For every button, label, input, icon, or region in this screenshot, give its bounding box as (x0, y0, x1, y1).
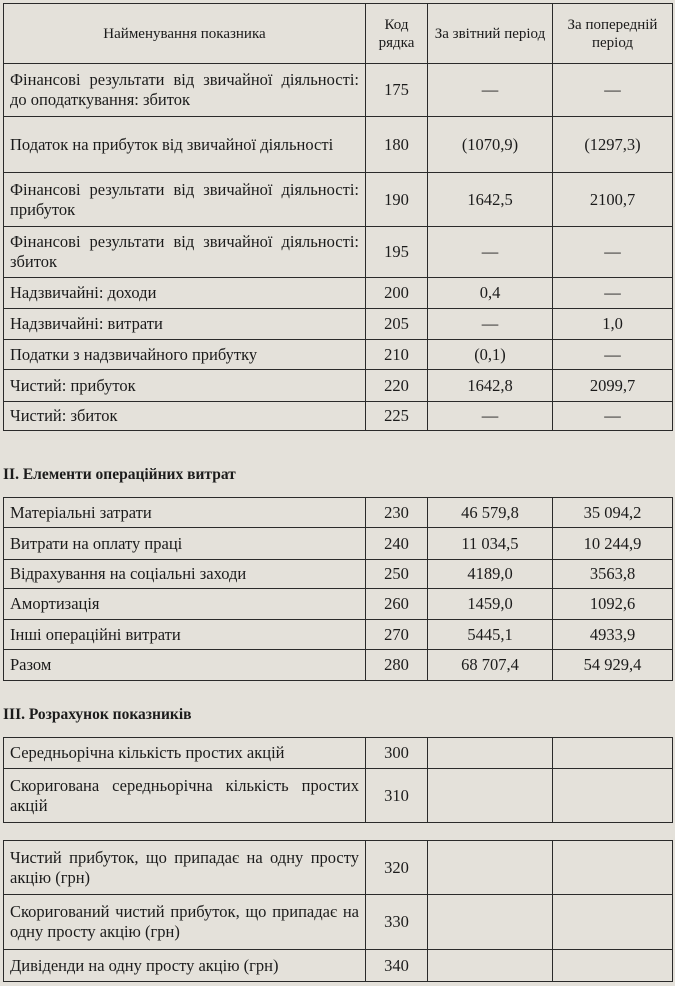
row-name: Податок на прибуток від звичайної діяльності (4, 117, 366, 173)
row-previous: 1092,6 (553, 589, 673, 620)
row-previous: — (553, 64, 673, 117)
row-code: 200 (366, 278, 428, 309)
row-current (428, 841, 553, 895)
table-row (4, 895, 673, 950)
table-row (4, 402, 673, 431)
row-current: 5445,1 (428, 620, 553, 650)
row-name: Дивіденди на одну просту акцію (грн) (4, 950, 366, 982)
table-row (4, 227, 673, 278)
row-current: — (428, 227, 553, 278)
indicators-table-a (3, 737, 673, 823)
row-previous (553, 738, 673, 769)
row-code: 210 (366, 340, 428, 370)
row-name: Матеріальні затрати (4, 498, 366, 528)
header-name: Найменування показника (4, 4, 366, 64)
table-row (4, 309, 673, 340)
row-current: 4189,0 (428, 560, 553, 589)
section-title-indicators: III. Розрахунок показників (3, 706, 192, 723)
row-current: 1459,0 (428, 589, 553, 620)
row-code: 180 (366, 117, 428, 173)
row-current: 11 034,5 (428, 528, 553, 560)
row-code: 260 (366, 589, 428, 620)
row-name: Інші операційні витрати (4, 620, 366, 650)
row-name: Чистий прибуток, що припадає на одну просту акцію (грн) (4, 841, 366, 895)
row-previous: — (553, 340, 673, 370)
row-code: 330 (366, 895, 428, 950)
row-previous (553, 769, 673, 823)
row-code: 190 (366, 173, 428, 227)
row-current (428, 895, 553, 950)
row-code: 175 (366, 64, 428, 117)
row-code: 280 (366, 650, 428, 681)
row-previous (553, 895, 673, 950)
operating-costs-table (3, 497, 673, 681)
table-row (4, 841, 673, 895)
row-code: 250 (366, 560, 428, 589)
row-current: 1642,5 (428, 173, 553, 227)
table-row (4, 278, 673, 309)
indicators-table-b (3, 840, 673, 982)
table-header-row (4, 4, 673, 64)
table-row (4, 738, 673, 769)
section-title-operating-costs: II. Елементи операційних витрат (3, 466, 236, 483)
row-previous: — (553, 278, 673, 309)
row-previous: 2099,7 (553, 370, 673, 402)
row-previous (553, 950, 673, 982)
row-name: Фінансові результати від звичайної діяльності: збиток (4, 227, 366, 278)
table-row (4, 117, 673, 173)
row-code: 230 (366, 498, 428, 528)
table-row (4, 370, 673, 402)
row-name: Надзвичайні: витрати (4, 309, 366, 340)
row-current (428, 738, 553, 769)
row-previous (553, 841, 673, 895)
row-code: 195 (366, 227, 428, 278)
table-row (4, 769, 673, 823)
row-current: — (428, 402, 553, 431)
row-code: 300 (366, 738, 428, 769)
row-name: Разом (4, 650, 366, 681)
row-name: Середньорічна кількість простих акцій (4, 738, 366, 769)
row-code: 240 (366, 528, 428, 560)
row-current: — (428, 64, 553, 117)
row-previous: — (553, 227, 673, 278)
row-name: Чистий: збиток (4, 402, 366, 431)
row-name: Скоригований чистий прибуток, що припадає на одну просту акцію (грн) (4, 895, 366, 950)
table-row (4, 950, 673, 982)
row-name: Амортизація (4, 589, 366, 620)
row-current (428, 950, 553, 982)
row-name: Відрахування на соціальні заходи (4, 560, 366, 589)
row-current: (0,1) (428, 340, 553, 370)
row-current: (1070,9) (428, 117, 553, 173)
row-current: 0,4 (428, 278, 553, 309)
row-code: 340 (366, 950, 428, 982)
row-code: 270 (366, 620, 428, 650)
row-current: 1642,8 (428, 370, 553, 402)
row-name: Чистий: прибуток (4, 370, 366, 402)
table-row (4, 620, 673, 650)
row-previous: 1,0 (553, 309, 673, 340)
table-row (4, 589, 673, 620)
table-row (4, 340, 673, 370)
row-name: Фінансові результати від звичайної діяльності: до оподаткування: збиток (4, 64, 366, 117)
row-code: 205 (366, 309, 428, 340)
row-current: 46 579,8 (428, 498, 553, 528)
row-name: Податки з надзвичайного прибутку (4, 340, 366, 370)
table-row (4, 528, 673, 560)
row-current: 68 707,4 (428, 650, 553, 681)
financial-results-table (3, 3, 673, 431)
table-row (4, 173, 673, 227)
row-previous: 4933,9 (553, 620, 673, 650)
row-current (428, 769, 553, 823)
row-code: 220 (366, 370, 428, 402)
table-row (4, 560, 673, 589)
row-name: Витрати на оплату праці (4, 528, 366, 560)
row-previous: 3563,8 (553, 560, 673, 589)
header-current: За звітний період (428, 4, 553, 64)
row-previous: — (553, 402, 673, 431)
row-previous: (1297,3) (553, 117, 673, 173)
row-code: 310 (366, 769, 428, 823)
header-code: Код рядка (366, 4, 428, 64)
row-previous: 2100,7 (553, 173, 673, 227)
row-name: Надзвичайні: доходи (4, 278, 366, 309)
table-row (4, 650, 673, 681)
table-row (4, 498, 673, 528)
row-name: Скоригована середньорічна кількість простих акцій (4, 769, 366, 823)
row-previous: 10 244,9 (553, 528, 673, 560)
header-previous: За попередній період (553, 4, 673, 64)
row-code: 225 (366, 402, 428, 431)
row-code: 320 (366, 841, 428, 895)
table-row (4, 64, 673, 117)
row-name: Фінансові результати від звичайної діяльності: прибуток (4, 173, 366, 227)
row-previous: 35 094,2 (553, 498, 673, 528)
row-previous: 54 929,4 (553, 650, 673, 681)
row-current: — (428, 309, 553, 340)
